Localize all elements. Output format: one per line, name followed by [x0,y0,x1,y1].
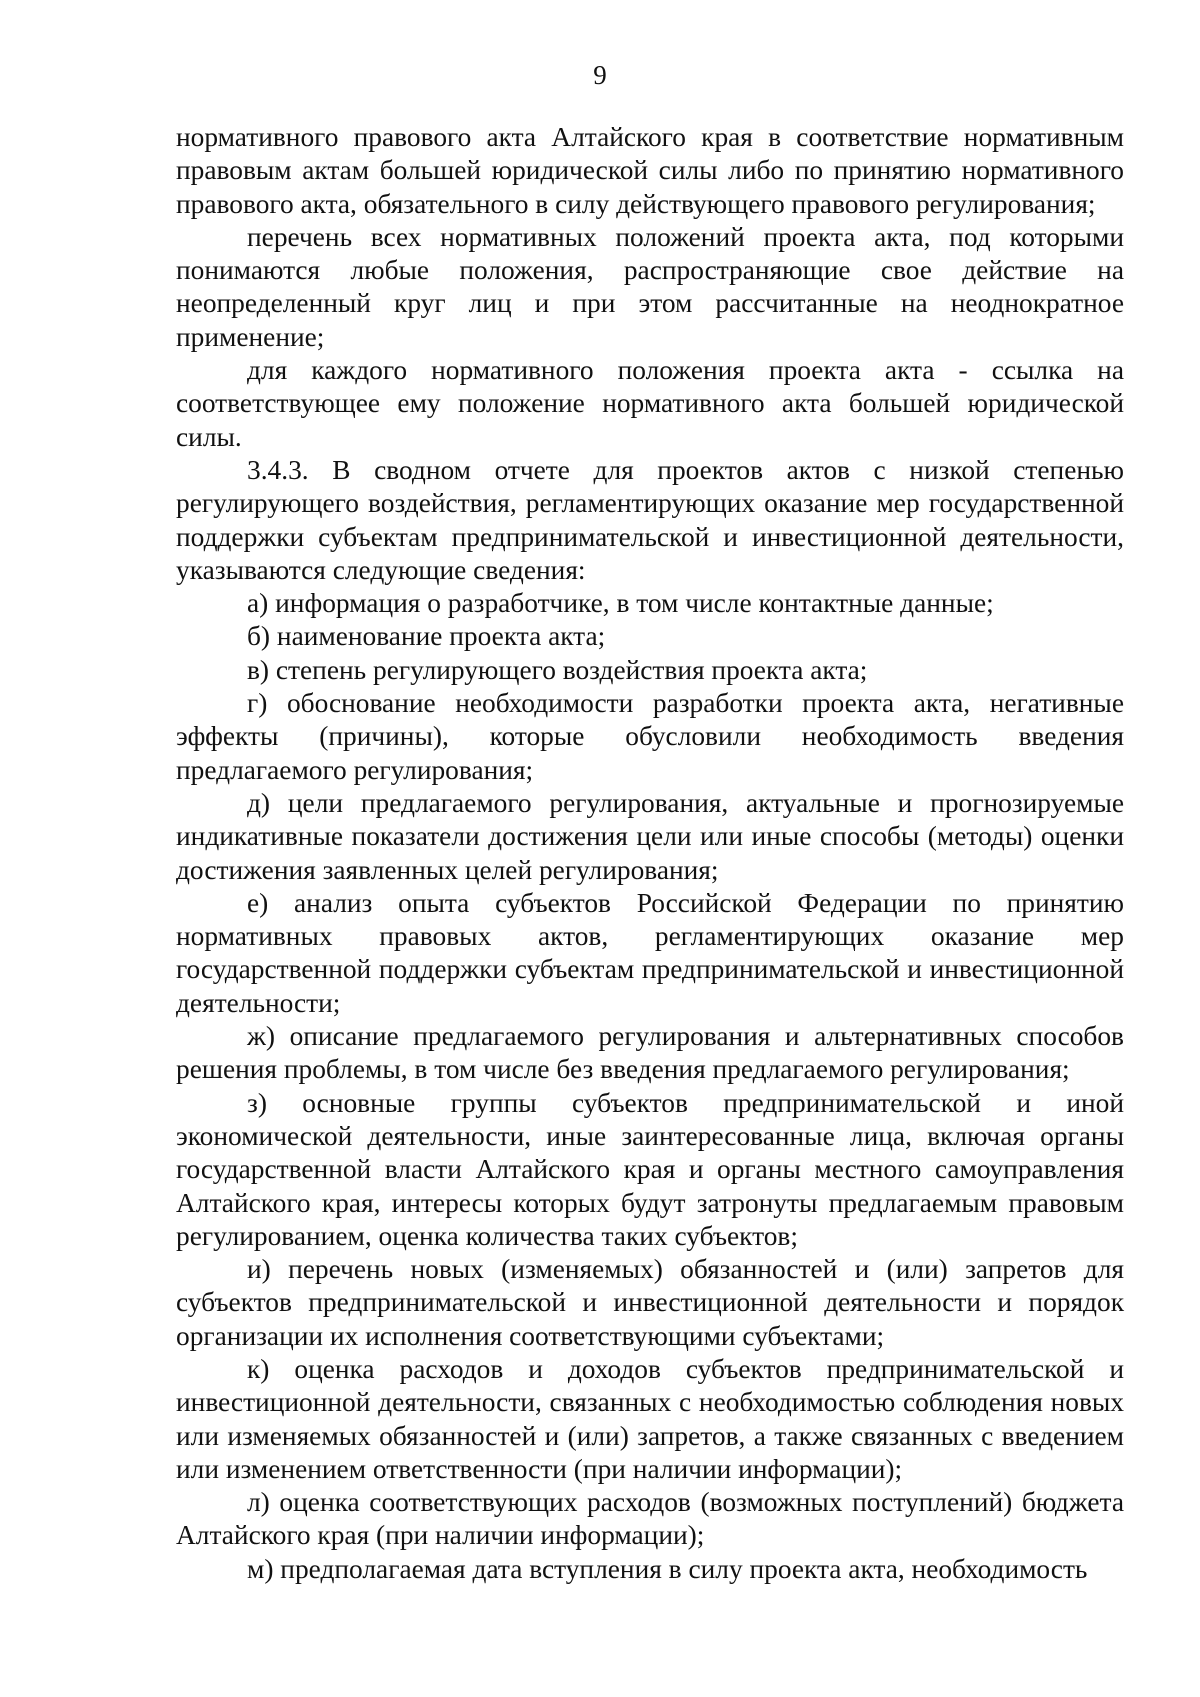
list-item-zh: ж) описание предлагаемого регулирования и альтернативных способов решения проблемы, в том числе без введения предлагаемого регулирования; [176,1021,1124,1085]
paragraph-continuation: нормативного правового акта Алтайского края в соответствие нормативным правовым актам большей юридической силы либо по принятию нормативного правового акта, обязательного в силу действующего правового регулирования; [176,122,1124,219]
list-item-i: и) перечень новых (изменяемых) обязанностей и (или) запретов для субъектов предпринимательской и инвестиционной деятельности и порядок организации их исполнения соответствующими субъектами; [176,1254,1124,1351]
list-item-m: м) предполагаемая дата вступления в силу проекта акта, необходимость [247,1553,1088,1584]
list-item-v: в) степень регулирующего воздействия проекта акта; [247,654,868,685]
paragraph-reference-higher-act: для каждого нормативного положения проекта акта - ссылка на соответствующее ему положение нормативного акта большей юридической силы. [176,355,1124,452]
page-number: 9 [593,60,607,90]
list-item-a: а) информация о разработчике, в том числе контактные данные; [247,588,994,619]
list-item-b: б) наименование проекта акта; [247,621,606,652]
paragraph-3-4-3: 3.4.3. В сводном отчете для проектов актов с низкой степенью регулирующего воздействия, регламентирующих оказание мер государственной поддержки субъектам предпринимательской и инвестиционной деятельности, указываются следующие сведения: [176,454,1124,585]
paragraph-normative-provisions-list: перечень всех нормативных положений проекта акта, под которыми понимаются любые положения, распространяющие свое действие на неопределенный круг лиц и при этом рассчитанные на неоднократное применение; [176,221,1124,352]
list-item-g: г) обоснование необходимости разработки проекта акта, негативные эффекты (причины), которые обусловили необходимость введения предлагаемого регулирования; [176,688,1124,785]
list-item-k: к) оценка расходов и доходов субъектов предпринимательской и инвестиционной деятельности, связанных с необходимостью соблюдения новых или изменяемых обязанностей и (или) запретов, а также связанных с введением или изменением ответственности (при наличии информации); [176,1353,1124,1484]
document-body [176,121,1124,1586]
list-item-e: е) анализ опыта субъектов Российской Федерации по принятию нормативных правовых актов, регламентирующих оказание мер государственной поддержки субъектам предпринимательской и инвестиционной деятельности; [176,887,1124,1018]
list-item-z: з) основные группы субъектов предпринимательской и иной экономической деятельности, иные заинтересованные лица, включая органы государственной власти Алтайского края и органы местного самоуправления Алтайского края, интересы которых будут затронуты предлагаемым правовым регулированием, оценка количества таких субъектов; [176,1087,1124,1251]
list-item-l: л) оценка соответствующих расходов (возможных поступлений) бюджета Алтайского края (при наличии информации); [176,1487,1124,1551]
list-item-d: д) цели предлагаемого регулирования, актуальные и прогнозируемые индикативные показатели достижения цели или иные способы (методы) оценки достижения заявленных целей регулирования; [176,787,1124,885]
